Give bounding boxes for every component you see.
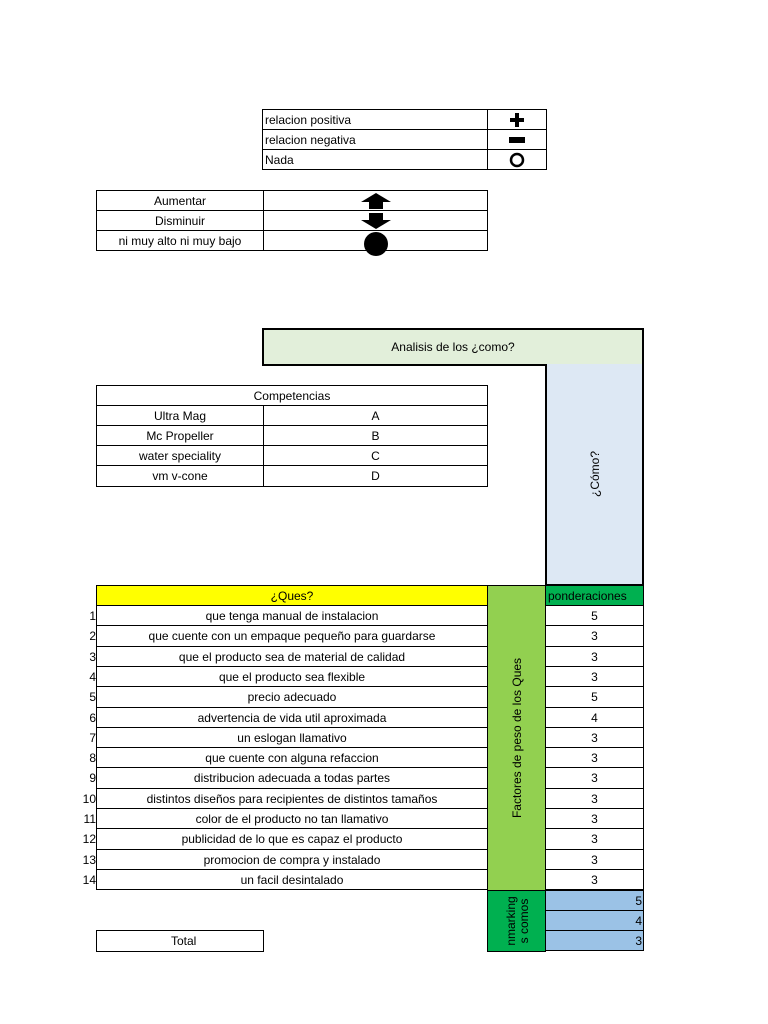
competencias-title: Competencias — [96, 385, 488, 406]
que-weight: 4 — [545, 707, 644, 728]
row-number: 11 — [83, 812, 96, 826]
que-text: que el producto sea de material de calidad — [96, 646, 488, 667]
que-weight: 3 — [545, 788, 644, 809]
que-text: un facil desintalado — [96, 869, 488, 890]
que-weight: 3 — [545, 767, 644, 789]
direction-legend-label: ni muy alto ni muy bajo — [96, 230, 264, 251]
competitor-name: Mc Propeller — [96, 425, 264, 446]
benchmark-value: 5 — [545, 890, 644, 911]
benchmark-label-line2: s comos — [517, 898, 531, 944]
row-number: 12 — [82, 832, 96, 846]
direction-legend-label: Aumentar — [96, 190, 264, 211]
que-text: que cuente con un empaque pequeño para guardarse — [96, 625, 488, 647]
row-number: 8 — [89, 751, 96, 765]
que-text: promocion de compra y instalado — [96, 849, 488, 870]
relations-legend-label: relacion negativa — [262, 129, 488, 150]
row-number: 1 — [89, 609, 96, 623]
que-weight: 3 — [545, 727, 644, 748]
que-weight: 5 — [545, 686, 644, 708]
que-weight: 3 — [545, 828, 644, 850]
benchmark-label-line1: nmarking — [504, 896, 518, 946]
competitor-name: vm v-cone — [96, 465, 264, 487]
benchmark-value: 3 — [545, 930, 644, 951]
row-number: 10 — [82, 792, 96, 806]
que-weight: 3 — [545, 747, 644, 768]
plus-icon — [487, 109, 547, 130]
que-text: que cuente con alguna refaccion — [96, 747, 488, 768]
factor-column — [487, 585, 546, 891]
competitor-name: Ultra Mag — [96, 405, 264, 426]
circle-icon — [487, 149, 547, 170]
benchmark-value: 4 — [545, 910, 644, 931]
benchmark-label-cell — [487, 890, 546, 952]
que-text: que el producto sea flexible — [96, 666, 488, 687]
total-label: Total — [96, 930, 264, 952]
que-text: advertencia de vida util aproximada — [96, 707, 488, 728]
row-number: 5 — [89, 690, 96, 704]
row-number: 13 — [82, 853, 96, 867]
que-text: un eslogan llamativo — [96, 727, 488, 748]
que-text: distribucion adecuada a todas partes — [96, 767, 488, 789]
que-weight: 3 — [545, 808, 644, 829]
row-number: 14 — [82, 873, 96, 887]
row-number: 9 — [89, 771, 96, 785]
competitor-code: A — [263, 405, 488, 426]
que-weight: 5 — [545, 605, 644, 626]
competitor-code: D — [263, 465, 488, 487]
que-text: color de el producto no tan llamativo — [96, 808, 488, 829]
que-weight: 3 — [545, 869, 644, 890]
que-text: publicidad de lo que es capaz el producto — [96, 828, 488, 850]
filled-circle-icon — [263, 230, 488, 251]
minus-icon — [487, 129, 547, 150]
relations-legend-label: Nada — [262, 149, 488, 170]
competitor-code: C — [263, 445, 488, 466]
row-number: 4 — [89, 670, 96, 684]
arrow-down-icon — [263, 210, 488, 231]
que-text: que tenga manual de instalacion — [96, 605, 488, 626]
row-number: 6 — [89, 711, 96, 725]
que-text: precio adecuado — [96, 686, 488, 708]
ques-header: ¿Ques? — [96, 585, 488, 606]
competitor-code: B — [263, 425, 488, 446]
que-text: distintos diseños para recipientes de distintos tamaños — [96, 788, 488, 809]
relations-legend-label: relacion positiva — [262, 109, 488, 130]
que-weight: 3 — [545, 666, 644, 687]
que-weight: 3 — [545, 646, 644, 667]
analysis-header: Analisis de los ¿como? — [262, 328, 644, 366]
row-number: 2 — [89, 629, 96, 643]
factor-label: Factores de peso de los Ques — [509, 657, 524, 819]
como-label: ¿Cómo? — [587, 450, 602, 498]
que-weight: 3 — [545, 625, 644, 647]
arrow-up-icon — [263, 190, 488, 211]
row-number: 7 — [89, 731, 96, 745]
weights-header: ponderaciones — [545, 585, 644, 606]
row-number: 3 — [89, 650, 96, 664]
direction-legend-label: Disminuir — [96, 210, 264, 231]
como-column — [545, 364, 644, 586]
competitor-name: water speciality — [96, 445, 264, 466]
que-weight: 3 — [545, 849, 644, 870]
